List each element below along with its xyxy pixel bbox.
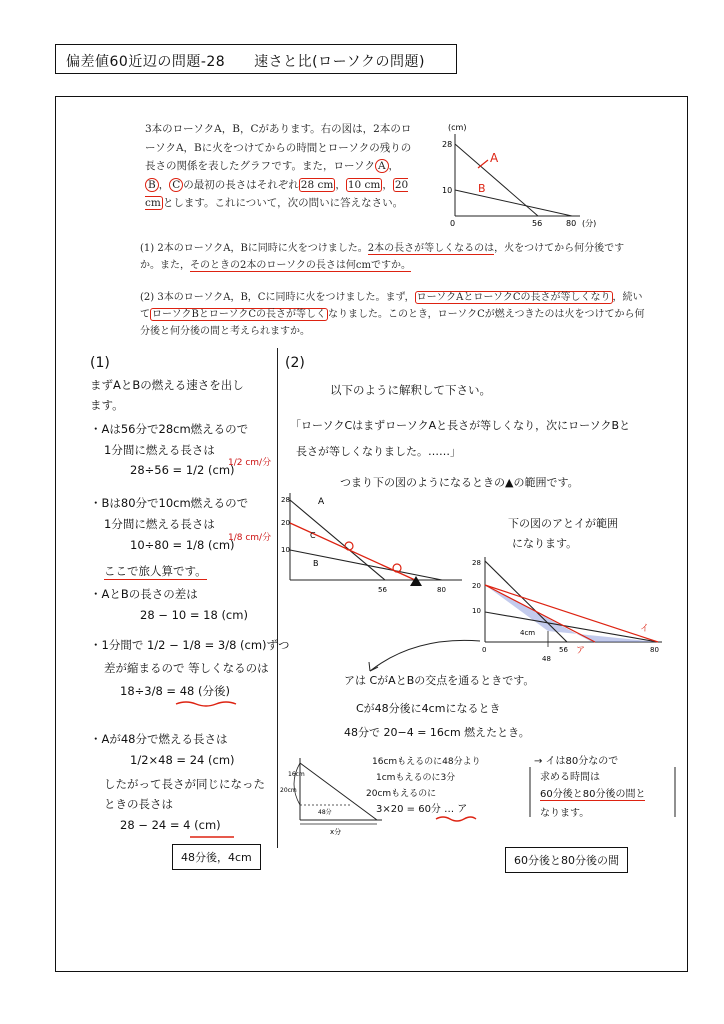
sol1-line: ・1分間で 1/2 − 1/8 = 3/8 (cm)ずつ <box>90 638 290 652</box>
sep: ， <box>388 160 400 172</box>
label-i: イ <box>640 624 650 634</box>
intro-text-1: 3本のローソクA，B，Cがあります。右の図は，2本のローソクA，Bに火をつけてからの時間とローソクの残りの長さの関係を表したグラフです。また，ローソク <box>145 123 412 172</box>
y-tick: 20cm <box>280 787 297 794</box>
sol1-line: 1分間に燃える長さは <box>104 443 215 457</box>
x-tick: 0 <box>450 219 456 228</box>
sol1-line: 1分間に燃える長さは <box>104 517 215 531</box>
sol1-line: 18÷3/8 = 48 (分後) <box>120 684 230 698</box>
solution-graph-2 <box>470 555 670 665</box>
bracket <box>525 762 685 822</box>
y-tick: 16cm <box>288 771 305 778</box>
y-tick: 20 <box>472 582 481 590</box>
curve-arrow <box>355 636 485 676</box>
solution-graph-1 <box>280 488 470 600</box>
sol1-line: 10÷80 = 1/8 (cm) <box>130 538 235 552</box>
q1-underlined: 2本の長さが等しくなるのは <box>367 243 495 254</box>
q2-number: (2) <box>140 292 155 303</box>
q2-boxed: ローソクAとローソクCの長さが等しくなり <box>416 292 611 303</box>
intersection-ac <box>345 542 353 550</box>
line-a <box>290 500 385 580</box>
sol1-line: 1/2×48 = 24 (cm) <box>130 753 235 767</box>
q2-text: ，続いて <box>140 292 643 320</box>
sol1-line: ここで旅人算です。 <box>104 564 207 578</box>
graph-unit-x: (分) <box>582 219 597 228</box>
sol1-line: 差が縮まるので 等しくなるのは <box>104 661 269 675</box>
sol1-line: まずAとBの燃える速さを出し <box>90 378 244 392</box>
sol1-line: ・Bは80分で10cm燃えるので <box>90 496 249 510</box>
x-tick: 0 <box>482 646 487 654</box>
sol1-line: 28 − 10 = 18 (cm) <box>140 608 248 622</box>
label-a-circled: A <box>375 159 389 173</box>
intro-text-2: の最初の長さはそれぞれ <box>183 178 299 191</box>
label-a: A <box>318 497 325 507</box>
sol2-line: アは CがAとBの交点を通るときです。 <box>344 674 535 687</box>
sol1-line: ・Aが48分で燃える長さは <box>90 732 228 746</box>
x-tick: 80 <box>437 586 446 594</box>
x-var: x分 <box>330 828 342 836</box>
q2-boxed: ローソクBとローソクCの長さが等しく <box>152 309 326 320</box>
sol1-line: したがって長さが同じになった <box>104 777 265 791</box>
problem-statement <box>145 120 415 213</box>
page-header <box>55 44 457 74</box>
label-c-circled: C <box>169 178 183 192</box>
column-divider <box>277 348 278 848</box>
sol1-line: 28 − 24 = 4 (cm) <box>120 818 221 832</box>
line-c-i <box>485 585 658 642</box>
label-a: A <box>490 151 499 165</box>
label-b: B <box>478 182 486 195</box>
sol2-line: つまり下の図のようになるときの▲の範囲です。 <box>340 476 579 489</box>
y-tick: 10 <box>472 607 481 615</box>
intro-text-3: とします。これについて，次の問いに答えなさい。 <box>162 197 404 209</box>
q1-underlined: そのときの2本のローソクの長さは何cmですか。 <box>190 260 411 271</box>
sol1-head: (1) <box>90 355 110 371</box>
sol2-head: (2) <box>285 355 305 371</box>
sol2-line: 48分で 20−4 = 16cm 燃えたとき。 <box>344 726 530 739</box>
len-mark: 4cm <box>520 629 536 637</box>
answer-1-box: 48分後，4cm <box>172 844 261 870</box>
sol2-line: 求める時間は <box>540 772 600 783</box>
underline-4cm <box>190 834 234 842</box>
sep: ， <box>158 178 170 191</box>
label-c: C <box>310 531 316 540</box>
sol2-line: 長さが等しくなりました。……」 <box>296 445 461 458</box>
y-tick: 10 <box>281 546 290 554</box>
label-b-circled: B <box>145 178 159 192</box>
q2-text: 3本のローソクA，B，Cに同時に火をつけました。まず， <box>157 292 415 303</box>
range-triangle <box>410 576 422 586</box>
x-tick: 56 <box>559 646 568 654</box>
label-b: B <box>313 559 319 568</box>
sol2-line: Cが48分後に4cmになるとき <box>356 702 501 715</box>
line-b <box>485 612 658 642</box>
line-b <box>455 190 572 216</box>
sol1-line: ます。 <box>90 398 124 412</box>
sol1-line: ・AとBの長さの差は <box>90 587 198 601</box>
y-tick: 28 <box>442 140 453 149</box>
sol1-rate-a: 1/2 cm/分 <box>228 458 272 468</box>
x-tick: 80 <box>566 219 577 228</box>
length-a-boxed: 28 cm <box>300 178 334 191</box>
sol2-line: 「ローソクCはまずローソクAと長さが等しくなり，次にローソクBと <box>290 419 631 432</box>
x-mark-48: 48 <box>542 655 551 663</box>
page-title: 偏差値60近辺の問題-28 速さと比(ローソクの問題) <box>66 54 425 70</box>
sol1-rate-b: 1/8 cm/分 <box>228 533 272 543</box>
y-tick: 28 <box>281 496 290 504</box>
label-a: ア <box>576 646 586 656</box>
question-2 <box>140 289 650 340</box>
question-1 <box>140 240 640 274</box>
problem-graph <box>430 120 610 230</box>
answer-2-box: 60分後と80分後の間 <box>505 847 628 873</box>
sol2-line: になります。 <box>512 537 578 550</box>
sol2-line: 16cmもえるのに48分より <box>372 757 481 767</box>
sep: ， <box>335 178 346 191</box>
sol1-line: ・Aは56分で28cm燃えるので <box>90 422 249 436</box>
x-mark: 48分 <box>318 809 332 816</box>
q1-number: (1) <box>140 243 155 254</box>
sol2-line: 60分後と80分後の間と <box>540 785 645 801</box>
y-tick: 28 <box>472 559 481 567</box>
underline-60 <box>436 815 476 823</box>
length-c-boxed: 20 cm <box>145 178 409 209</box>
graph-unit-y: (cm) <box>448 123 467 132</box>
arrow-a <box>478 160 488 168</box>
sep: ， <box>382 178 393 191</box>
sol2-line: なります。 <box>540 808 590 819</box>
y-tick: 20 <box>281 519 290 527</box>
q1-text: ，火をつけてから何分後ですか。また， <box>140 243 625 271</box>
sol2-line: 20cmもえるのに <box>366 789 437 799</box>
q2-text: なりました。このとき，ローソクCが燃えつきたのは火をつけてから何分後と何分後の間と考えられますか。 <box>140 309 645 337</box>
length-b-boxed: 10 cm <box>347 178 381 191</box>
x-tick: 80 <box>650 646 659 654</box>
sol2-line: → イは80分なので <box>534 756 619 767</box>
underline-48 <box>176 700 236 710</box>
sol2-line: 下の図のアとイが範囲 <box>508 517 618 530</box>
sol1-line: ときの長さは <box>104 797 173 811</box>
line-c-a <box>485 585 595 642</box>
q1-text: 2本のローソクA，Bに同時に火をつけました。 <box>157 243 368 254</box>
sol2-line: 3×20 = 60分 … ア <box>376 804 468 815</box>
x-tick: 56 <box>532 219 543 228</box>
y-tick: 10 <box>442 186 453 195</box>
sol1-line: 28÷56 = 1/2 (cm) <box>130 463 235 477</box>
x-tick: 56 <box>378 586 387 594</box>
sol2-line: 1cmもえるのに3分 <box>376 773 456 783</box>
sol2-line: 以下のように解釈して下さい。 <box>330 383 491 397</box>
